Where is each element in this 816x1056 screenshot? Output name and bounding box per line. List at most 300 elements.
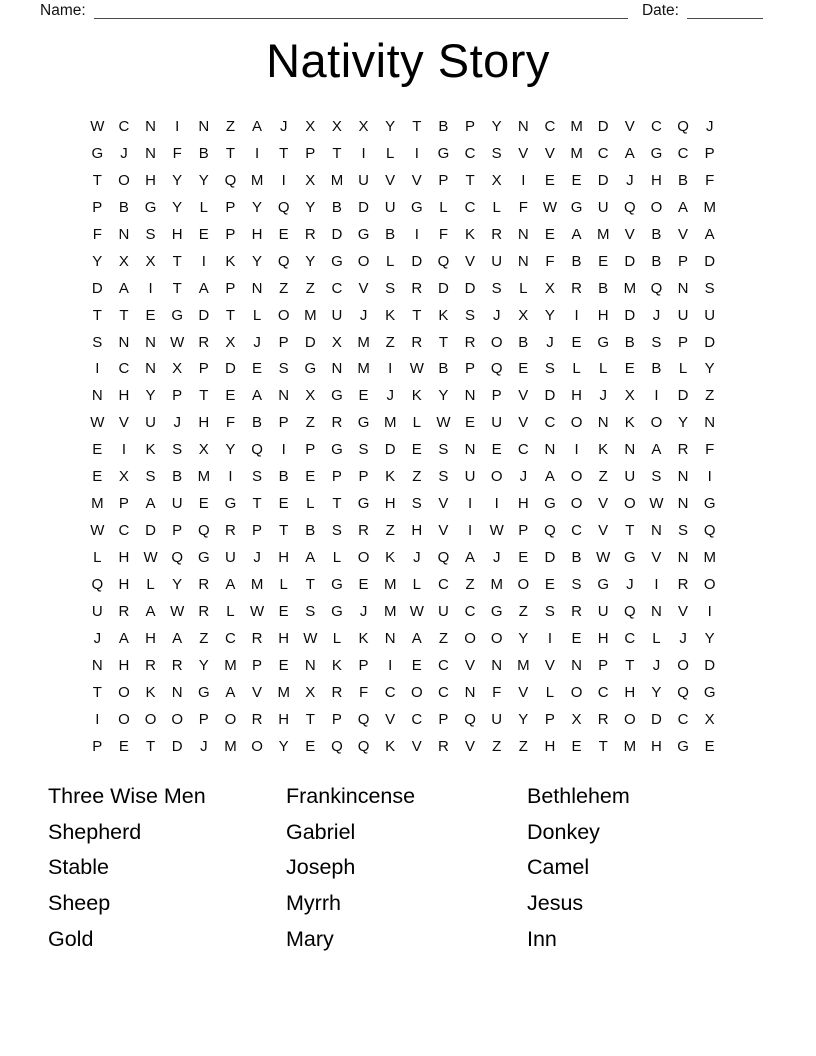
grid-letter: H — [118, 575, 130, 593]
grid-letter: U — [331, 306, 343, 324]
grid-letter: V — [411, 171, 422, 189]
grid-letter: U — [225, 549, 236, 566]
grid-letter: H — [517, 495, 529, 513]
grid-letter: V — [385, 171, 396, 189]
grid-letter: L — [279, 575, 288, 593]
grid-letter: L — [572, 360, 581, 378]
grid-letter: P — [225, 225, 236, 243]
grid-letter: E — [278, 602, 289, 620]
grid-letter: X — [225, 333, 236, 351]
grid-letter: E — [278, 495, 289, 513]
grid-letter: B — [678, 171, 689, 189]
grid-letter: J — [492, 549, 501, 566]
grid-letter: N — [571, 656, 582, 674]
grid-letter: Y — [678, 414, 689, 432]
grid-letter: D — [544, 387, 556, 405]
grid-letter: C — [597, 683, 609, 701]
grid-letter: P — [331, 468, 342, 486]
grid-letter: X — [305, 683, 316, 701]
grid-letter: I — [95, 710, 100, 728]
grid-letter: N — [145, 144, 156, 162]
grid-letter: C — [331, 279, 343, 297]
word-list-item: Bethlehem — [527, 784, 630, 809]
grid-letter: Y — [198, 171, 209, 189]
grid-letter: J — [519, 468, 528, 486]
grid-row — [84, 249, 732, 276]
grid-letter: T — [92, 683, 102, 701]
grid-letter: L — [545, 683, 555, 701]
grid-letter: P — [278, 414, 289, 432]
grid-letter: G — [331, 387, 343, 405]
grid-letter: D — [411, 252, 423, 270]
grid-letter: R — [304, 225, 316, 243]
grid-letter: B — [118, 198, 129, 216]
grid-letter: G — [437, 144, 450, 162]
grid-letter: T — [225, 306, 236, 324]
grid-letter: B — [385, 225, 396, 243]
grid-letter: Q — [357, 737, 370, 755]
grid-letter: Y — [92, 252, 103, 270]
grid-letter: G — [544, 495, 556, 513]
grid-letter: M — [224, 737, 237, 755]
grid-row — [84, 276, 732, 303]
grid-letter: M — [250, 171, 264, 189]
grid-letter: Q — [277, 198, 290, 216]
grid-letter: F — [358, 683, 369, 701]
grid-letter: E — [544, 575, 555, 593]
grid-letter: U — [491, 414, 503, 432]
grid-letter: O — [118, 171, 130, 189]
grid-letter: I — [254, 144, 260, 162]
grid-letter: F — [518, 198, 528, 216]
grid-letter: J — [652, 306, 661, 324]
grid-letter: U — [171, 495, 183, 513]
grid-letter: B — [624, 333, 635, 351]
grid-row — [84, 545, 732, 572]
grid-letter: K — [598, 441, 609, 459]
grid-letter: A — [225, 575, 236, 593]
grid-letter: P — [252, 656, 263, 674]
grid-letter: R — [331, 414, 343, 432]
word-list-column — [527, 779, 630, 957]
grid-letter: C — [438, 575, 449, 593]
grid-letter: A — [145, 495, 156, 513]
grid-letter: E — [571, 171, 582, 189]
word-list-item: Gold — [48, 926, 94, 951]
grid-letter: M — [383, 602, 397, 620]
grid-letter: D — [597, 118, 609, 135]
grid-letter: O — [650, 198, 663, 216]
grid-letter: Q — [677, 118, 689, 135]
grid-letter: O — [224, 710, 237, 728]
grid-letter: E — [571, 333, 582, 351]
grid-letter: L — [93, 549, 102, 566]
grid-letter: N — [464, 441, 476, 459]
grid-letter: P — [92, 198, 103, 216]
grid-letter: N — [517, 118, 529, 135]
grid-letter: J — [359, 306, 368, 324]
grid-letter: E — [358, 387, 369, 405]
grid-letter: I — [414, 225, 419, 243]
grid-letter: W — [436, 414, 451, 432]
grid-letter: R — [464, 333, 476, 351]
grid-letter: Z — [438, 629, 449, 647]
grid-letter: P — [704, 144, 715, 162]
grid-letter: C — [677, 144, 689, 162]
grid-letter: Q — [437, 549, 450, 566]
grid-letter: Q — [91, 575, 104, 593]
grid-letter: K — [438, 306, 449, 324]
grid-letter: H — [198, 414, 210, 432]
grid-letter: N — [278, 387, 290, 405]
grid-letter: V — [518, 414, 529, 432]
letter-grid — [84, 114, 732, 761]
grid-letter: D — [304, 333, 316, 351]
grid-letter: E — [411, 656, 422, 674]
grid-row — [84, 141, 732, 168]
grid-letter: W — [409, 360, 424, 378]
grid-letter: P — [92, 737, 103, 755]
grid-letter: R — [438, 737, 449, 755]
grid-letter: I — [521, 171, 526, 189]
grid-letter: E — [92, 441, 103, 459]
grid-letter: V — [598, 495, 609, 513]
grid-letter: Z — [199, 629, 209, 647]
grid-letter: D — [704, 333, 716, 351]
grid-letter: I — [547, 629, 553, 647]
grid-letter: R — [251, 629, 263, 647]
grid-letter: T — [279, 144, 289, 162]
grid-letter: R — [118, 602, 130, 620]
grid-letter: S — [305, 602, 316, 620]
grid-letter: W — [542, 198, 558, 216]
grid-letter: G — [197, 549, 210, 566]
grid-letter: W — [90, 414, 105, 432]
name-label: Name: — [40, 2, 86, 19]
grid-letter: V — [118, 414, 129, 432]
grid-letter: N — [304, 656, 316, 674]
grid-letter: F — [225, 414, 236, 432]
grid-letter: D — [331, 225, 343, 243]
grid-letter: Y — [651, 683, 662, 701]
grid-letter: Y — [544, 306, 555, 324]
grid-letter: U — [597, 198, 609, 216]
grid-letter: S — [651, 333, 662, 351]
grid-letter: T — [412, 118, 422, 135]
grid-letter: J — [120, 144, 128, 162]
grid-letter: R — [411, 279, 423, 297]
grid-letter: O — [171, 710, 184, 728]
grid-letter: P — [172, 522, 183, 540]
grid-letter: H — [171, 225, 183, 243]
grid-letter: X — [305, 171, 316, 189]
grid-letter: O — [357, 252, 370, 270]
grid-letter: S — [571, 575, 582, 593]
grid-letter: F — [705, 441, 715, 459]
grid-letter: M — [703, 198, 716, 216]
grid-letter: C — [384, 683, 396, 701]
grid-letter: E — [571, 737, 582, 755]
grid-letter: K — [145, 683, 156, 701]
grid-letter: C — [118, 360, 130, 378]
word-list-column — [286, 779, 527, 957]
grid-letter: P — [331, 710, 342, 728]
grid-letter: A — [704, 225, 715, 243]
grid-letter: O — [517, 575, 530, 593]
grid-letter: H — [278, 710, 290, 728]
grid-letter: Z — [518, 737, 528, 755]
grid-letter: J — [173, 414, 181, 432]
grid-letter: U — [384, 198, 396, 216]
grid-letter: P — [438, 710, 449, 728]
grid-letter: X — [331, 333, 342, 351]
grid-letter: G — [171, 306, 184, 324]
grid-letter: M — [277, 683, 290, 701]
grid-letter: V — [544, 144, 555, 162]
grid-letter: R — [358, 522, 369, 540]
grid-letter: T — [465, 171, 475, 189]
grid-letter: F — [705, 171, 715, 189]
grid-letter: U — [491, 710, 503, 728]
grid-letter: P — [225, 198, 236, 216]
grid-letter: C — [438, 683, 449, 701]
grid-letter: O — [118, 683, 130, 701]
grid-letter: T — [625, 656, 635, 674]
grid-letter: N — [91, 387, 103, 405]
grid-letter: N — [384, 629, 396, 647]
grid-letter: O — [464, 629, 476, 647]
grid-letter: K — [385, 468, 396, 486]
grid-letter: K — [225, 252, 236, 270]
grid-letter: P — [598, 656, 609, 674]
grid-letter: M — [623, 279, 637, 297]
grid-letter: D — [225, 360, 236, 378]
grid-letter: E — [491, 441, 502, 459]
grid-letter: B — [198, 144, 209, 162]
grid-letter: O — [490, 333, 503, 351]
grid-letter: C — [544, 414, 556, 432]
grid-letter: G — [331, 252, 343, 270]
grid-letter: N — [544, 441, 556, 459]
grid-letter: V — [678, 602, 689, 620]
grid-letter: X — [198, 441, 209, 459]
grid-letter: T — [598, 737, 608, 755]
grid-letter: G — [357, 414, 370, 432]
grid-letter: V — [624, 225, 635, 243]
grid-letter: H — [411, 522, 423, 540]
grid-letter: P — [278, 333, 289, 351]
grid-letter: L — [678, 360, 688, 378]
grid-letter: C — [464, 198, 476, 216]
grid-letter: O — [570, 683, 583, 701]
grid-letter: J — [599, 387, 607, 405]
grid-letter: C — [464, 144, 476, 162]
grid-row — [84, 572, 732, 599]
grid-letter: A — [198, 279, 209, 297]
grid-row — [84, 464, 732, 491]
grid-letter: Q — [677, 683, 689, 701]
word-list-item: Mary — [286, 926, 334, 951]
grid-letter: N — [677, 468, 689, 486]
word-list-item: Frankincense — [286, 784, 416, 809]
grid-letter: H — [278, 629, 290, 647]
grid-letter: W — [90, 118, 105, 135]
grid-letter: P — [438, 171, 449, 189]
grid-letter: F — [438, 225, 449, 243]
grid-letter: O — [570, 495, 583, 513]
word-list-item: Jesus — [527, 891, 584, 916]
grid-letter: O — [570, 414, 583, 432]
grid-letter: E — [278, 225, 289, 243]
grid-letter: T — [305, 575, 315, 593]
grid-letter: N — [677, 495, 689, 513]
grid-letter: D — [145, 522, 156, 540]
grid-letter: D — [624, 252, 636, 270]
grid-letter: V — [518, 683, 529, 701]
grid-letter: E — [465, 414, 476, 432]
grid-letter: Q — [490, 360, 503, 378]
grid-letter: M — [357, 360, 370, 378]
grid-letter: G — [677, 737, 689, 755]
grid-letter: W — [170, 602, 185, 620]
grid-letter: R — [677, 575, 689, 593]
grid-letter: I — [95, 360, 100, 378]
grid-letter: Y — [172, 575, 183, 593]
grid-letter: I — [281, 441, 286, 459]
grid-letter: S — [678, 522, 689, 540]
grid-letter: U — [624, 468, 636, 486]
grid-row — [84, 303, 732, 330]
grid-row — [84, 356, 732, 383]
grid-letter: Y — [305, 198, 316, 216]
grid-letter: V — [678, 225, 689, 243]
grid-letter: N — [597, 414, 609, 432]
grid-letter: N — [517, 252, 529, 270]
grid-letter: G — [91, 144, 104, 162]
grid-letter: M — [197, 468, 211, 486]
grid-letter: H — [571, 387, 582, 405]
grid-letter: S — [278, 360, 289, 378]
grid-letter: X — [118, 252, 129, 270]
grid-letter: I — [228, 468, 233, 486]
grid-row — [84, 383, 732, 410]
grid-letter: J — [492, 306, 501, 324]
grid-letter: M — [250, 575, 264, 593]
grid-letter: K — [358, 629, 369, 647]
word-list-item: Sheep — [48, 891, 111, 916]
grid-letter: S — [491, 279, 502, 297]
grid-letter: K — [624, 414, 635, 432]
grid-row — [84, 518, 732, 545]
grid-letter: W — [596, 549, 611, 566]
grid-row — [84, 410, 732, 437]
grid-letter: F — [172, 144, 182, 162]
grid-letter: D — [384, 441, 396, 459]
grid-letter: X — [305, 387, 316, 405]
grid-letter: I — [201, 252, 206, 270]
grid-letter: V — [465, 252, 476, 270]
grid-letter: Z — [412, 468, 422, 486]
grid-letter: S — [385, 279, 396, 297]
grid-letter: W — [303, 629, 318, 647]
grid-letter: A — [465, 549, 476, 566]
grid-letter: C — [597, 144, 609, 162]
grid-letter: E — [305, 737, 316, 755]
grid-letter: L — [492, 198, 501, 216]
grid-letter: V — [651, 549, 662, 566]
grid-letter: S — [651, 468, 662, 486]
grid-letter: V — [358, 279, 369, 297]
grid-letter: N — [677, 279, 689, 297]
grid-letter: R — [331, 683, 343, 701]
grid-letter: Y — [491, 118, 502, 135]
grid-letter: I — [707, 602, 712, 620]
grid-letter: J — [679, 629, 687, 647]
grid-letter: K — [385, 549, 396, 566]
grid-letter: G — [331, 441, 343, 459]
grid-letter: X — [145, 252, 156, 270]
grid-letter: T — [438, 333, 449, 351]
grid-letter: S — [172, 441, 183, 459]
grid-letter: H — [651, 737, 662, 755]
grid-letter: A — [225, 683, 236, 701]
grid-letter: I — [121, 441, 127, 459]
grid-letter: M — [570, 144, 583, 162]
grid-letter: L — [199, 198, 208, 216]
grid-letter: I — [707, 468, 712, 486]
grid-letter: Z — [385, 522, 395, 540]
grid-letter: Y — [198, 656, 209, 674]
grid-letter: Z — [305, 414, 315, 432]
grid-letter: P — [358, 468, 369, 486]
grid-letter: E — [544, 225, 555, 243]
grid-letter: S — [465, 306, 476, 324]
grid-letter: M — [330, 171, 344, 189]
grid-letter: N — [651, 522, 662, 540]
grid-letter: I — [654, 387, 659, 405]
grid-letter: O — [118, 710, 130, 728]
grid-letter: T — [172, 252, 182, 270]
grid-letter: E — [118, 737, 129, 755]
grid-letter: I — [574, 306, 579, 324]
grid-letter: L — [412, 414, 421, 432]
grid-letter: A — [118, 279, 129, 297]
grid-letter: V — [252, 683, 263, 701]
grid-letter: R — [411, 333, 423, 351]
grid-letter: P — [252, 522, 263, 540]
grid-letter: E — [544, 171, 555, 189]
grid-letter: N — [198, 118, 210, 135]
grid-letter: N — [251, 279, 263, 297]
grid-letter: J — [359, 602, 368, 620]
grid-letter: B — [278, 468, 289, 486]
date-label: Date: — [641, 2, 679, 19]
grid-letter: E — [305, 468, 316, 486]
grid-letter: J — [626, 575, 634, 593]
grid-letter: P — [491, 387, 502, 405]
grid-letter: S — [544, 602, 555, 620]
grid-letter: Y — [518, 629, 529, 647]
grid-letter: W — [649, 495, 664, 513]
grid-letter: C — [517, 441, 529, 459]
grid-letter: A — [305, 549, 316, 566]
grid-letter: G — [570, 198, 583, 216]
grid-letter: O — [570, 468, 583, 486]
word-list-item: Three Wise Men — [48, 784, 206, 809]
grid-letter: Q — [623, 198, 636, 216]
grid-letter: H — [118, 656, 130, 674]
grid-letter: L — [332, 629, 342, 647]
